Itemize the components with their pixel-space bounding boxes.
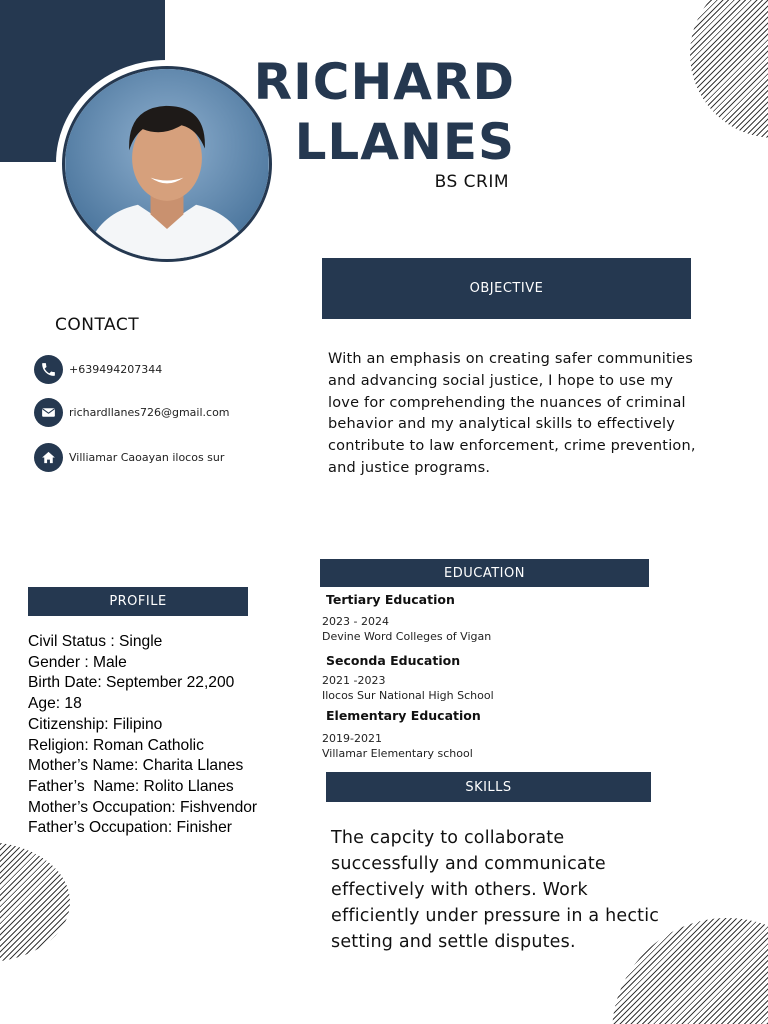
- phone-icon: [34, 355, 63, 384]
- objective-heading: [322, 258, 691, 319]
- last-name: LLANES: [294, 113, 515, 171]
- degree-label: BS CRIM: [434, 172, 509, 192]
- education-years: 2021 -2023: [322, 674, 386, 687]
- profile-heading-label: PROFILE: [109, 594, 167, 609]
- contact-heading: CONTACT: [55, 315, 140, 335]
- contact-email: [34, 398, 230, 427]
- education-school: Villamar Elementary school: [322, 747, 473, 760]
- education-years: 2023 - 2024: [322, 615, 389, 628]
- hatched-circle-decor: [690, 0, 768, 138]
- email-icon: [34, 398, 63, 427]
- profile-item: Religion: Roman Catholic: [28, 736, 204, 754]
- profile-photo: [62, 66, 272, 262]
- profile-item: Mother’s Name: Charita Llanes: [28, 757, 244, 775]
- profile-item: Mother’s Occupation: Fishvendor: [28, 798, 258, 816]
- profile-list: [28, 632, 257, 839]
- profile-item: Citizenship: Filipino: [28, 715, 163, 733]
- profile-item: Civil Status : Single: [28, 633, 163, 650]
- contact-phone: [34, 355, 162, 384]
- phone-value: +639494207344: [69, 363, 163, 376]
- skills-heading: [326, 772, 651, 802]
- education-years: 2019-2021: [322, 732, 382, 745]
- education-level: Seconda Education: [326, 653, 461, 668]
- profile-item: Father’s Occupation: Finisher: [28, 819, 232, 837]
- education-level: Tertiary Education: [326, 592, 455, 607]
- profile-heading: [28, 587, 248, 616]
- objective-heading-label: OBJECTIVE: [469, 281, 544, 296]
- profile-item: Gender : Male: [28, 653, 127, 671]
- address-value: Villiamar Caoayan ilocos sur: [69, 451, 225, 464]
- education-school: Devine Word Colleges of Vigan: [322, 630, 492, 643]
- profile-item: Father’s Name: Rolito Llanes: [28, 777, 234, 795]
- contact-address: [34, 443, 224, 472]
- hatched-circle-decor: [0, 842, 70, 962]
- profile-item: Age: 18: [28, 695, 82, 713]
- education-school: Ilocos Sur National High School: [322, 689, 494, 702]
- education-heading: [320, 559, 649, 587]
- profile-item: Birth Date: September 22,200: [28, 674, 235, 692]
- skills-heading-label: SKILLS: [465, 779, 512, 795]
- objective-text: With an emphasis on creating safer communities and advancing social justice, I hope to use my love for comprehending the nuances of criminal behavior and my analytical skills to effectively contribute to law enforcement, crime prevention, and justice programs.: [328, 351, 696, 476]
- education-heading-label: EDUCATION: [444, 565, 525, 581]
- home-icon: [34, 443, 63, 472]
- first-name: RICHARD: [253, 53, 515, 111]
- email-value: richardllanes726@gmail.com: [69, 406, 230, 419]
- skills-text: The capcity to collaborate successfully and communicate effectively with others. Work efficiently under pressure in a hectic setting and settle disputes.: [331, 828, 660, 952]
- education-level: Elementary Education: [326, 708, 481, 723]
